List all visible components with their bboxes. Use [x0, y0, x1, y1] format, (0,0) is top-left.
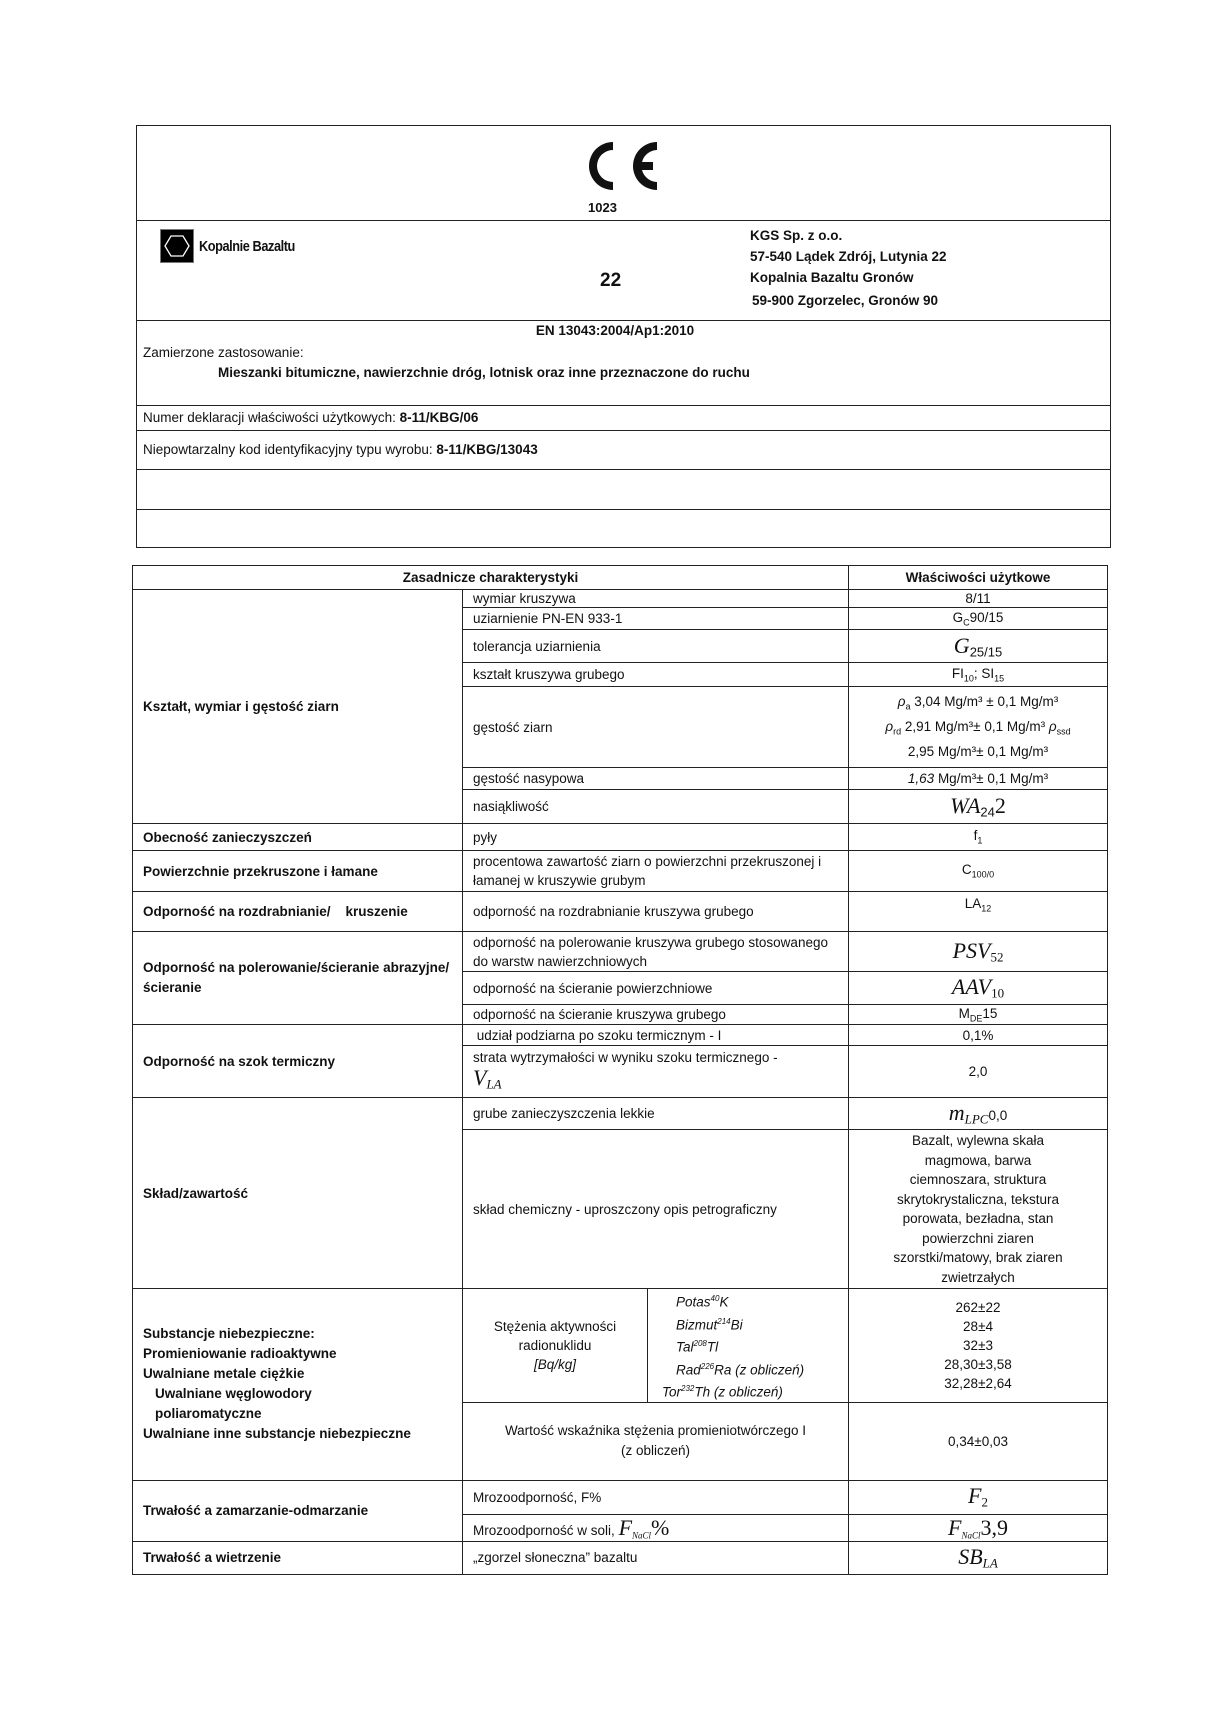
group-label: Odporność na polerowanie/ścieranie abrazyjne/ścieranie	[133, 932, 463, 1025]
table-row	[133, 1289, 1108, 1403]
column-header: Właściwości użytkowe	[849, 566, 1108, 590]
value: 8/11	[849, 590, 1108, 608]
table-row	[133, 1098, 1108, 1130]
characteristic: udział podziarna po szoku termicznym - I	[463, 1025, 849, 1046]
intended-use-label: Zamierzone zastosowanie:	[143, 345, 304, 360]
characteristics-table	[132, 565, 1108, 1575]
characteristic: uziarnienie PN-EN 933-1	[463, 608, 849, 630]
characteristic: Wartość wskaźnika stężenia promieniotwórczego I (z obliczeń)	[463, 1402, 849, 1480]
value: 1,63 Mg/m³± 0,1 Mg/m³	[849, 768, 1108, 790]
characteristic: kształt kruszywa grubego	[463, 663, 849, 687]
characteristic: odporność na polerowanie kruszywa grubego stosowanego do warstw nawierzchniowych	[463, 932, 849, 972]
notified-body-number: 1023	[588, 200, 617, 215]
address-line: 57-540 Lądek Zdrój, Lutynia 22	[750, 249, 947, 264]
product-code	[143, 442, 538, 457]
table-row	[133, 1025, 1108, 1046]
group-label: Kształt, wymiar i gęstość ziarn	[133, 590, 463, 824]
characteristic: grube zanieczyszczenia lekkie	[463, 1098, 849, 1130]
characteristic: wymiar kruszywa	[463, 590, 849, 608]
group-label: Trwałość a wietrzenie	[133, 1541, 463, 1574]
value: $SB_{LA}$	[849, 1541, 1108, 1574]
dop-value: 8-11/KBG/06	[399, 410, 479, 425]
dop-number	[143, 410, 478, 425]
value: 0,34±0,03	[849, 1402, 1108, 1480]
hexagon-logo-icon	[160, 229, 194, 263]
company-logo	[160, 229, 312, 263]
standard-reference: EN 13043:2004/Ap1:2010	[535, 323, 695, 338]
ce-mark-icon	[583, 138, 663, 194]
radionuclide-label: Stężenia aktywności radionuklidu [Bq/kg]	[463, 1289, 648, 1403]
characteristic: nasiąkliwość	[463, 790, 849, 824]
table-row	[133, 932, 1108, 972]
table-row	[133, 824, 1108, 851]
characteristic: procentowa zawartość ziarn o powierzchni przekruszonej i łamanej w kruszywie grubym	[463, 851, 849, 892]
product-code-value: 8-11/KBG/13043	[436, 442, 538, 457]
characteristic: strata wytrzymałości w wyniku szoku termicznego - $V_{LA}$	[463, 1046, 849, 1098]
column-header: Zasadnicze charakterystyki	[133, 566, 849, 590]
divider	[136, 320, 1111, 321]
divider	[136, 509, 1111, 510]
table-header-row	[133, 566, 1108, 590]
value: Bazalt, wylewna skała magmowa, barwa ciemnoszara, struktura skrytokrystaliczna, tekstura porowata, bezładna, stan powierzchni ziaren szorstki/matowy, brak ziaren zwietrzałych	[849, 1130, 1108, 1289]
characteristic: „zgorzel słoneczna” bazaltu	[463, 1541, 849, 1574]
characteristic: skład chemiczny - uproszczony opis petrograficzny	[463, 1130, 849, 1289]
value: $LA_{12}$	[849, 892, 1108, 932]
address-line: Kopalnia Bazaltu Gronów	[750, 270, 914, 285]
characteristic: pyły	[463, 824, 849, 851]
radionuclide-values: 262±22 28±4 32±3 28,30±3,58 32,28±2,64	[849, 1289, 1108, 1403]
product-code-label: Niepowtarzalny kod identyfikacyjny typu wyrobu:	[143, 442, 437, 457]
year-of-affixing: 22	[600, 270, 622, 291]
divider	[136, 430, 1111, 431]
value: $AAV_{10}$	[849, 972, 1108, 1005]
value: $m_{LPC}0,0$	[849, 1098, 1108, 1130]
radionuclide-list: Potas$^{40}$K Bizmut$^{214}$Bi Tal$^{208}$Tl Rad$^{226}$Ra (z obliczeń) Tor$^{232}$Th (z obliczeń)	[648, 1289, 849, 1403]
group-label: Obecność zanieczyszczeń	[133, 824, 463, 851]
characteristic: Mrozoodporność, F%	[463, 1480, 849, 1514]
table-row	[133, 851, 1108, 892]
value: 2,0	[849, 1046, 1108, 1098]
logo-text: Kopalnie Bazaltu	[199, 237, 295, 255]
characteristic: gęstość ziarn	[463, 687, 849, 768]
group-label: Trwałość a zamarzanie-odmarzanie	[133, 1480, 463, 1541]
table-row	[133, 892, 1108, 932]
group-label: Powierzchnie przekruszone i łamane	[133, 851, 463, 892]
table-row	[133, 1541, 1108, 1574]
value: $PSV_{52}$	[849, 932, 1108, 972]
characteristic: gęstość nasypowa	[463, 768, 849, 790]
characteristic: tolerancja uziarnienia	[463, 630, 849, 663]
characteristic: odporność na ścieranie powierzchniowe	[463, 972, 849, 1005]
value: $f_1$	[849, 824, 1108, 851]
value: $C_{100/0}$	[849, 851, 1108, 892]
value: $G_C90/15$	[849, 608, 1108, 630]
value: 0,1%	[849, 1025, 1108, 1046]
table-row	[133, 1480, 1108, 1514]
address-line: 59-900 Zgorzelec, Gronów 90	[752, 293, 939, 308]
value: $WA_{24}2$	[849, 790, 1108, 824]
address-line: KGS Sp. z o.o.	[750, 228, 843, 243]
divider	[136, 405, 1111, 406]
group-label: Odporność na szok termiczny	[133, 1025, 463, 1098]
dop-label: Numer deklaracji właściwości użytkowych:	[143, 410, 400, 425]
table-row	[133, 590, 1108, 608]
value: $F_2$	[849, 1480, 1108, 1514]
value: $FI_{10}$; $SI_{15}$	[849, 663, 1108, 687]
value: $G_{25/15}$	[849, 630, 1108, 663]
value: $M_{DE}15$	[849, 1005, 1108, 1025]
group-label: Substancje niebezpieczne: Promieniowanie radioaktywne Uwalniane metale ciężkie Uwalniane węglowodory poliaromatyczne Uwalniane inne substancje niebezpieczne	[133, 1289, 463, 1481]
divider	[136, 220, 1111, 221]
intended-use-value: Mieszanki bitumiczne, nawierzchnie dróg, lotnisk oraz inne przeznaczone do ruchu	[218, 365, 750, 380]
value: $\rho_a$ 3,04 Mg/m³ ± 0,1 Mg/m³ $\rho_{rd}$ 2,91 Mg/m³± 0,1 Mg/m³ $\rho_{ssd}$ 2,95 Mg/m³± 0,1 Mg/m³	[849, 687, 1108, 768]
group-label: Odporność na rozdrabnianie/ kruszenie	[133, 892, 463, 932]
characteristic: Mrozoodporność w soli, $F_{NaCl}\%$	[463, 1514, 849, 1541]
characteristic: odporność na ścieranie kruszywa grubego	[463, 1005, 849, 1025]
characteristic: odporność na rozdrabnianie kruszywa grubego	[463, 892, 849, 932]
group-label: Skład/zawartość	[133, 1098, 463, 1289]
divider	[136, 469, 1111, 470]
value: $F_{NaCl}3,9$	[849, 1514, 1108, 1541]
